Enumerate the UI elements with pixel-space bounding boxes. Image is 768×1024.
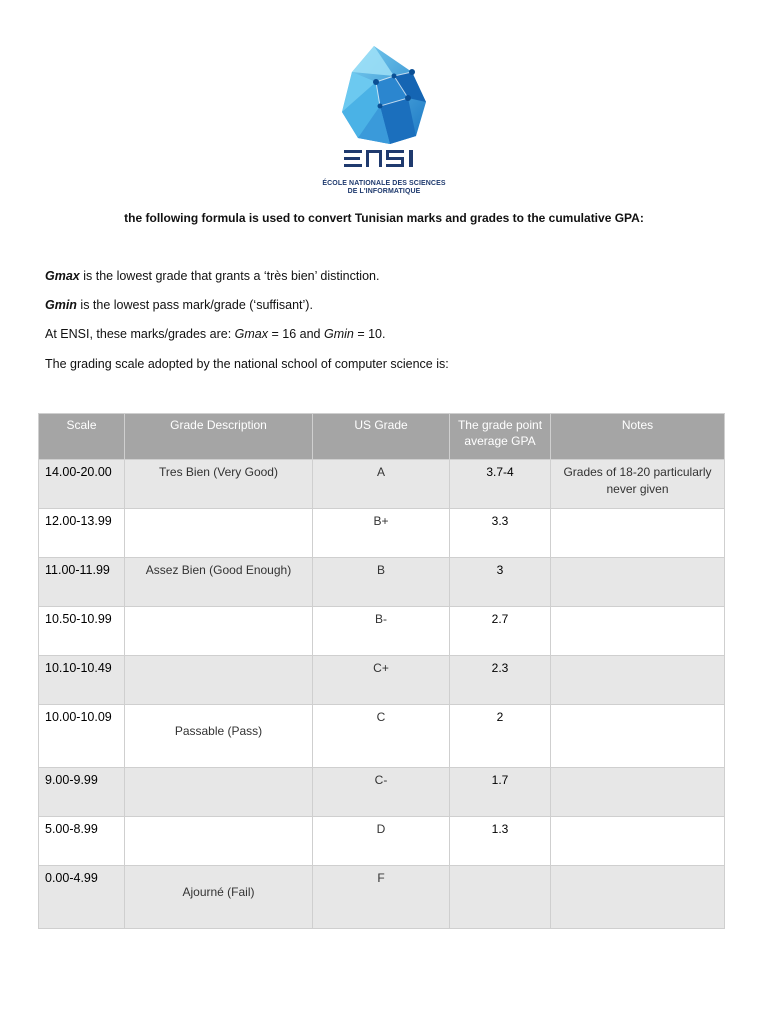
table-row: [39, 817, 725, 866]
cell-notes: Grades of 18-20 particularly never given: [551, 460, 725, 509]
cell-gpa: 1.3: [450, 817, 551, 866]
cell-us-grade: F: [313, 866, 450, 929]
header-us-grade: US Grade: [313, 414, 450, 460]
cell-scale: 10.00-10.09: [39, 705, 125, 768]
cell-scale: 0.00-4.99: [39, 866, 125, 929]
cell-description: [125, 509, 313, 558]
gmax-text: is the lowest grade that grants a ‘très bien’ distinction.: [79, 269, 380, 283]
cell-us-grade: B-: [313, 607, 450, 656]
table-row: [39, 558, 725, 607]
cell-us-grade: A: [313, 460, 450, 509]
cell-notes: [551, 705, 725, 768]
cell-description: Passable (Pass): [125, 705, 313, 768]
gmax-term: Gmax: [45, 269, 80, 283]
cell-notes: [551, 509, 725, 558]
scale-intro: The grading scale adopted by the national school of computer science is:: [45, 357, 449, 371]
grading-scale-table: [38, 413, 725, 929]
table-row: [39, 656, 725, 705]
cell-scale: 10.10-10.49: [39, 656, 125, 705]
header-scale: Scale: [39, 414, 125, 460]
cell-gpa: 3.3: [450, 509, 551, 558]
cell-us-grade: B+: [313, 509, 450, 558]
logo-subtitle-line2: DE L'INFORMATIQUE: [347, 188, 421, 195]
header-notes: Notes: [551, 414, 725, 460]
cell-notes: [551, 607, 725, 656]
table-row: [39, 509, 725, 558]
table-row: [39, 607, 725, 656]
cell-us-grade: C-: [313, 768, 450, 817]
cell-scale: 5.00-8.99: [39, 817, 125, 866]
ensi-logo: [318, 42, 450, 202]
cell-scale: 12.00-13.99: [39, 509, 125, 558]
ensi-prefix: At ENSI, these marks/grades are:: [45, 327, 235, 341]
cell-description: [125, 656, 313, 705]
table-row: [39, 768, 725, 817]
cell-description: Tres Bien (Very Good): [125, 460, 313, 509]
cell-gpa: 3: [450, 558, 551, 607]
cell-scale: 11.00-11.99: [39, 558, 125, 607]
ensi-suffix: = 10.: [353, 327, 386, 341]
cell-us-grade: C: [313, 705, 450, 768]
gmax-definition: [45, 269, 379, 283]
cell-notes: [551, 866, 725, 929]
cell-scale: 10.50-10.99: [39, 607, 125, 656]
ensi-crystal-icon: [318, 42, 450, 202]
gmin-definition: [45, 298, 313, 312]
cell-us-grade: D: [313, 817, 450, 866]
table-row: [39, 460, 725, 509]
ensi-mid: = 16 and: [268, 327, 324, 341]
cell-gpa: 2.7: [450, 607, 551, 656]
table-header-row: [39, 414, 725, 460]
ensi-gmax: Gmax: [234, 327, 269, 341]
cell-description: Assez Bien (Good Enough): [125, 558, 313, 607]
cell-description: [125, 607, 313, 656]
cell-notes: [551, 768, 725, 817]
table-row: [39, 705, 725, 768]
cell-gpa: 2: [450, 705, 551, 768]
cell-gpa: 3.7-4: [450, 460, 551, 509]
ensi-gmin: Gmin: [323, 327, 354, 341]
header-gpa: The grade point average GPA: [450, 414, 551, 460]
cell-notes: [551, 817, 725, 866]
intro-heading: the following formula is used to convert Tunisian marks and grades to the cumulative GPA:: [124, 211, 644, 225]
gmin-text: is the lowest pass mark/grade (‘suffisant’).: [76, 298, 313, 312]
logo-subtitle-line1: ÉCOLE NATIONALE DES SCIENCES: [322, 180, 446, 187]
gmin-term: Gmin: [45, 298, 77, 312]
cell-us-grade: C+: [313, 656, 450, 705]
cell-description: Ajourné (Fail): [125, 866, 313, 929]
cell-description: [125, 817, 313, 866]
cell-gpa: 2.3: [450, 656, 551, 705]
cell-scale: 9.00-9.99: [39, 768, 125, 817]
cell-scale: 14.00-20.00: [39, 460, 125, 509]
header-grade-description: Grade Description: [125, 414, 313, 460]
cell-gpa: 1.7: [450, 768, 551, 817]
cell-description: [125, 768, 313, 817]
cell-us-grade: B: [313, 558, 450, 607]
ensi-values: [45, 327, 385, 341]
table-row: [39, 866, 725, 929]
cell-notes: [551, 656, 725, 705]
cell-notes: [551, 558, 725, 607]
cell-gpa: [450, 866, 551, 929]
